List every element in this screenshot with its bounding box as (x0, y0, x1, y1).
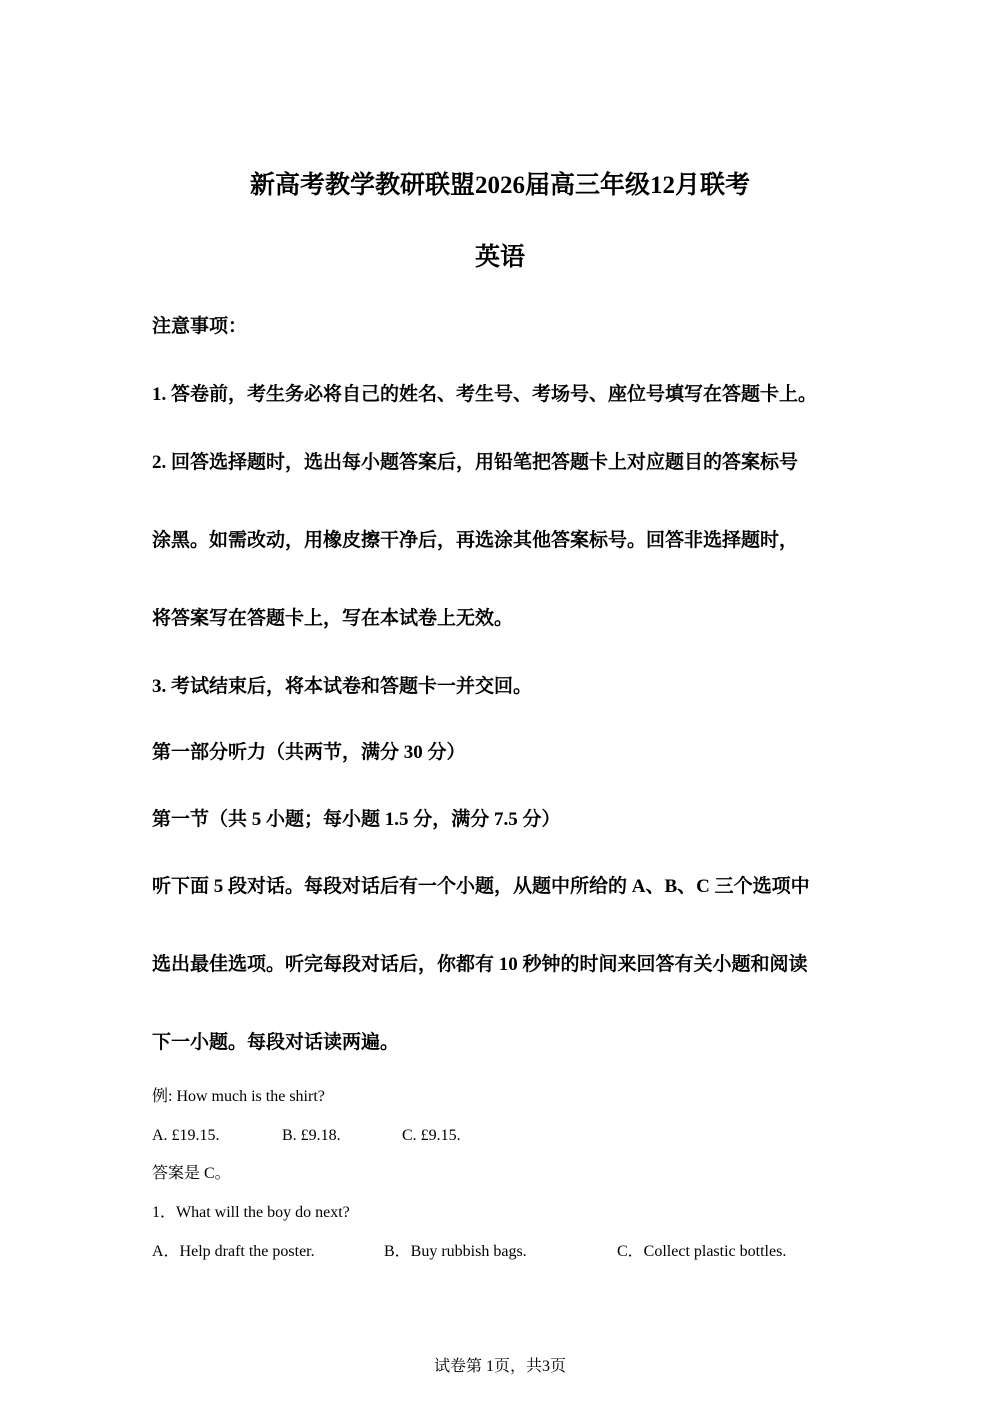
question-1-option-c: C．Collect plastic bottles. (617, 1243, 787, 1260)
question-1-stem: 1．What will the boy do next? (152, 1204, 350, 1221)
page-footer: 试卷第 1页，共3页 (433, 1358, 566, 1375)
instructions-line-1: 听下面 5 段对话。每段对话后有一个小题，从题中所给的 A、B、C 三个选项中 (152, 876, 810, 897)
question-1-option-b: B．Buy rubbish bags. (384, 1243, 527, 1260)
example-option-a: A. £19.15. (152, 1127, 220, 1144)
notice-item-3: 3. 考试结束后，将本试卷和答题卡一并交回。 (152, 676, 533, 697)
notice-item-2-line-2: 涂黑。如需改动，用橡皮擦干净后，再选涂其他答案标号。回答非选择题时， (152, 530, 799, 551)
notice-item-2-line-3: 将答案写在答题卡上，写在本试卷上无效。 (152, 608, 514, 629)
question-1-option-a: A．Help draft the poster. (152, 1243, 315, 1260)
instructions-line-2: 选出最佳选项。听完每段对话后，你都有 10 秒钟的时间来回答有关小题和阅读 (152, 954, 808, 975)
notice-item-1: 1. 答卷前，考生务必将自己的姓名、考生号、考场号、座位号填写在答题卡上。 (152, 384, 818, 405)
example-option-b: B. £9.18. (282, 1127, 341, 1144)
example-answer: 答案是 C。 (152, 1165, 231, 1182)
exam-subject: 英语 (474, 244, 525, 271)
example-option-c: C. £9.15. (402, 1127, 461, 1144)
section1-heading: 第一节（共 5 小题；每小题 1.5 分，满分 7.5 分） (152, 809, 561, 830)
part1-heading: 第一部分听力（共两节，满分 30 分） (152, 742, 466, 763)
instructions-line-3: 下一小题。每段对话读两遍。 (152, 1032, 400, 1053)
example-question: 例: How much is the shirt? (152, 1088, 325, 1105)
exam-title: 新高考教学教研联盟2026届高三年级12月联考 (249, 172, 750, 199)
notice-heading: 注意事项： (152, 316, 248, 337)
notice-item-2-line-1: 2. 回答选择题时，选出每小题答案后，用铅笔把答题卡上对应题目的答案标号 (152, 452, 799, 473)
